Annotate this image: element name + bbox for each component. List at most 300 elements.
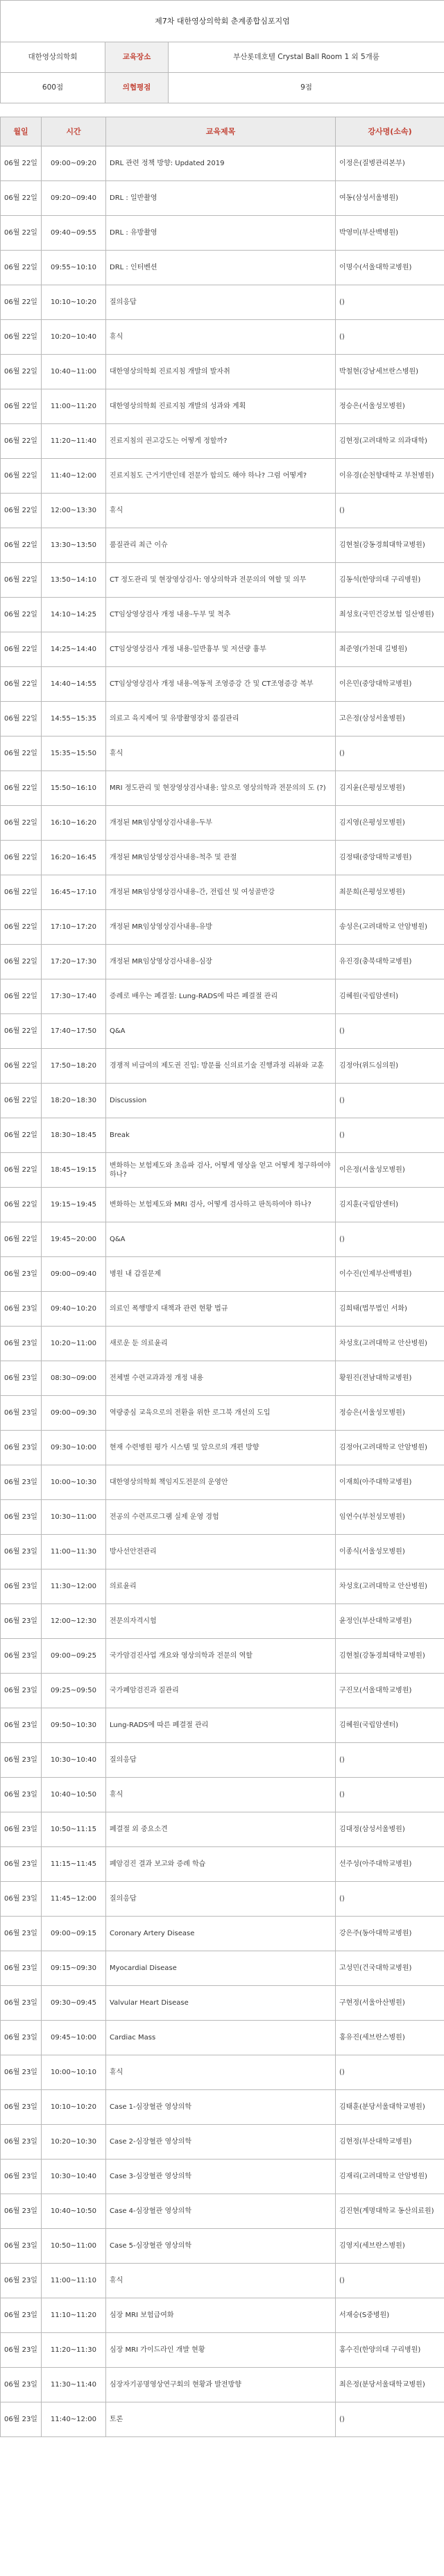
session-time: 09:30~10:00	[42, 1431, 106, 1465]
schedule-row	[1, 667, 444, 702]
session-date: 06월 22일	[1, 1153, 42, 1188]
session-time: 17:50~18:20	[42, 1049, 106, 1084]
session-date: 06월 22일	[1, 424, 42, 459]
session-time: 09:50~10:30	[42, 1708, 106, 1743]
session-time: 10:40~11:00	[42, 355, 106, 389]
session-speaker: ()	[336, 1743, 444, 1778]
session-date: 06월 22일	[1, 459, 42, 494]
session-date: 06월 23일	[1, 1951, 42, 1986]
session-time: 11:45~12:00	[42, 1882, 106, 1917]
session-date: 06월 22일	[1, 910, 42, 945]
session-title: 개정된 MR임상영상검사내용-심장	[106, 945, 336, 979]
session-title: DRL : 유방촬영	[106, 216, 336, 251]
session-speaker: 김대정(삼성서울병원)	[336, 1812, 444, 1847]
session-speaker: ()	[336, 285, 444, 320]
session-title: Q&A	[106, 1014, 336, 1049]
session-time: 14:40~14:55	[42, 667, 106, 702]
schedule-row	[1, 563, 444, 598]
session-title: CT 정도관리 및 현장영상검사: 영상의학과 전문의의 역할 및 의무	[106, 563, 336, 598]
schedule-row	[1, 2090, 444, 2125]
schedule-row	[1, 2264, 444, 2298]
session-title: 전체별 수련교과과정 개정 내용	[106, 1361, 336, 1396]
schedule-row	[1, 979, 444, 1014]
session-time: 10:20~10:30	[42, 2125, 106, 2160]
schedule-row	[1, 2229, 444, 2264]
session-date: 06월 23일	[1, 1396, 42, 1431]
session-date: 06월 22일	[1, 146, 42, 181]
session-time: 12:00~12:30	[42, 1604, 106, 1639]
session-time: 14:10~14:25	[42, 598, 106, 632]
schedule-row	[1, 1569, 444, 1604]
schedule-row	[1, 2160, 444, 2194]
schedule-row	[1, 1188, 444, 1222]
session-speaker: 이명수(서울대학교병원)	[336, 251, 444, 285]
session-time: 14:25~14:40	[42, 632, 106, 667]
schedule-row	[1, 841, 444, 875]
session-speaker: 서재승(S중병원)	[336, 2298, 444, 2333]
schedule-row	[1, 1153, 444, 1188]
session-time: 11:00~11:20	[42, 389, 106, 424]
session-date: 06월 22일	[1, 1014, 42, 1049]
session-date: 06월 22일	[1, 494, 42, 528]
session-title: 대한영상의학회 진료지침 개발의 발자취	[106, 355, 336, 389]
session-speaker: 김지윤(은평성모병원)	[336, 771, 444, 806]
session-title: CT임상영상검사 개정 내용-역동적 조영증강 간 및 CT조영증강 복부	[106, 667, 336, 702]
session-time: 10:00~10:30	[42, 1465, 106, 1500]
session-date: 06월 23일	[1, 1674, 42, 1708]
schedule-row	[1, 459, 444, 494]
session-date: 06월 23일	[1, 1847, 42, 1882]
session-speaker: 김동석(한양의대 구리병원)	[336, 563, 444, 598]
session-title: MRI 정도관리 및 현장영상검사내용: 앞으로 영상의학과 전문의의 도 (?)	[106, 771, 336, 806]
session-time: 09:40~10:20	[42, 1292, 106, 1327]
session-speaker: 최은정(분당서울대학교병원)	[336, 2368, 444, 2402]
session-speaker: 김영지(세브란스병원)	[336, 2229, 444, 2264]
session-title: 국가암검진사업 개요와 영상의학과 전문의 역할	[106, 1639, 336, 1674]
session-time: 17:40~17:50	[42, 1014, 106, 1049]
schedule-row	[1, 528, 444, 563]
session-speaker: 김희태(법무법인 서화)	[336, 1292, 444, 1327]
session-title: 의료윤리	[106, 1569, 336, 1604]
schedule-row	[1, 2368, 444, 2402]
session-title: Case 3-심장혈관 영상의학	[106, 2160, 336, 2194]
session-speaker: 여동(삼성서울병원)	[336, 181, 444, 216]
session-time: 10:50~11:15	[42, 1812, 106, 1847]
session-speaker: 이유경(순천향대학교 부천병원)	[336, 459, 444, 494]
session-date: 06월 23일	[1, 1708, 42, 1743]
session-time: 11:00~11:10	[42, 2264, 106, 2298]
session-date: 06월 22일	[1, 736, 42, 771]
schedule-row	[1, 1882, 444, 1917]
session-title: 개정된 MR임상영상검사내용-척추 및 관절	[106, 841, 336, 875]
session-time: 10:20~10:40	[42, 320, 106, 355]
session-date: 06월 23일	[1, 2333, 42, 2368]
schedule-row	[1, 632, 444, 667]
session-date: 06월 23일	[1, 2160, 42, 2194]
schedule-row	[1, 2298, 444, 2333]
session-title: Myocardial Disease	[106, 1951, 336, 1986]
session-time: 10:40~10:50	[42, 2194, 106, 2229]
session-time: 10:30~11:00	[42, 1500, 106, 1535]
column-header-date: 월일	[1, 117, 42, 146]
fee-value: 600점	[1, 73, 105, 103]
session-time: 10:50~11:00	[42, 2229, 106, 2264]
session-title: 질의응답	[106, 1882, 336, 1917]
session-title: 병원 내 갑질문제	[106, 1257, 336, 1292]
session-speaker: 홍유진(세브란스병원)	[336, 2021, 444, 2055]
session-time: 09:40~09:55	[42, 216, 106, 251]
session-date: 06월 22일	[1, 632, 42, 667]
session-speaker: 김정아(고려대학교 안암병원)	[336, 1431, 444, 1465]
session-date: 06월 22일	[1, 979, 42, 1014]
schedule-row	[1, 1396, 444, 1431]
session-date: 06월 22일	[1, 563, 42, 598]
session-speaker: 송성은(고려대학교 안암병원)	[336, 910, 444, 945]
session-time: 09:20~09:40	[42, 181, 106, 216]
session-title: 휴식	[106, 736, 336, 771]
session-speaker: ()	[336, 1882, 444, 1917]
organizer-name: 대한영상의학회	[1, 42, 105, 73]
session-time: 10:30~10:40	[42, 1743, 106, 1778]
session-title: 국가폐암검진과 질관리	[106, 1674, 336, 1708]
session-time: 09:00~09:25	[42, 1639, 106, 1674]
session-speaker: 홍수진(한양의대 구리병원)	[336, 2333, 444, 2368]
session-speaker: 김지영(은평성모병원)	[336, 806, 444, 841]
schedule-row	[1, 355, 444, 389]
session-time: 11:40~12:00	[42, 2402, 106, 2437]
schedule-row	[1, 1500, 444, 1535]
schedule-row	[1, 1431, 444, 1465]
session-speaker: 임연수(부천성모병원)	[336, 1500, 444, 1535]
schedule-row	[1, 2055, 444, 2090]
session-date: 06월 23일	[1, 2021, 42, 2055]
session-date: 06월 22일	[1, 771, 42, 806]
session-date: 06월 23일	[1, 2229, 42, 2264]
session-time: 10:00~10:10	[42, 2055, 106, 2090]
schedule-row	[1, 1917, 444, 1951]
schedule-row	[1, 1674, 444, 1708]
session-speaker: 고은정(삼성서울병원)	[336, 702, 444, 736]
session-speaker: 김태훈(분당서울대학교병원)	[336, 2090, 444, 2125]
schedule-row	[1, 2333, 444, 2368]
column-header-time: 시간	[42, 117, 106, 146]
session-title: 변화하는 보험제도와 초음파 검사, 어떻게 영상을 얻고 어떻게 청구하여야 하나?	[106, 1153, 336, 1188]
session-speaker: 김정태(중앙대학교병원)	[336, 841, 444, 875]
session-speaker: 김현정(부산대학교병원)	[336, 2125, 444, 2160]
session-date: 06월 22일	[1, 1188, 42, 1222]
session-title: Break	[106, 1118, 336, 1153]
schedule-row	[1, 1465, 444, 1500]
session-time: 11:10~11:20	[42, 2298, 106, 2333]
session-time: 13:50~14:10	[42, 563, 106, 598]
session-speaker: 김현정(고려대학교 의과대학)	[336, 424, 444, 459]
schedule-row	[1, 2125, 444, 2160]
session-speaker: 최성호(국민건강보험 일산병원)	[336, 598, 444, 632]
schedule-row	[1, 1743, 444, 1778]
session-date: 06월 23일	[1, 1465, 42, 1500]
session-date: 06월 23일	[1, 1257, 42, 1292]
session-speaker: 이은정(서울성모병원)	[336, 1153, 444, 1188]
session-time: 16:20~16:45	[42, 841, 106, 875]
session-speaker: 유진경(충북대학교병원)	[336, 945, 444, 979]
schedule-row	[1, 736, 444, 771]
session-title: 의료고 육지제어 및 유방촬영장치 품질관리	[106, 702, 336, 736]
session-title: 폐결절 외 중요소견	[106, 1812, 336, 1847]
session-time: 10:10~10:20	[42, 2090, 106, 2125]
schedule-row	[1, 216, 444, 251]
session-title: 현재 수련병원 평가 시스템 및 앞으로의 개편 방향	[106, 1431, 336, 1465]
credit-value: 9점	[169, 73, 444, 103]
session-time: 19:45~20:00	[42, 1222, 106, 1257]
session-date: 06월 22일	[1, 285, 42, 320]
session-date: 06월 23일	[1, 1986, 42, 2021]
session-speaker: 김지훈(국립암센터)	[336, 1188, 444, 1222]
session-date: 06월 23일	[1, 1327, 42, 1361]
column-header-speaker: 강사명(소속)	[336, 117, 444, 146]
session-speaker: ()	[336, 1084, 444, 1118]
schedule-row	[1, 1951, 444, 1986]
schedule-row	[1, 285, 444, 320]
session-speaker: 차성호(고려대학교 안산병원)	[336, 1327, 444, 1361]
schedule-row	[1, 1639, 444, 1674]
session-title: Q&A	[106, 1222, 336, 1257]
session-title: 휴식	[106, 320, 336, 355]
session-date: 06월 22일	[1, 945, 42, 979]
session-title: Lung-RADS에 따른 폐결절 관리	[106, 1708, 336, 1743]
session-date: 06월 23일	[1, 1292, 42, 1327]
session-title: 휴식	[106, 2264, 336, 2298]
session-title: 휴식	[106, 2055, 336, 2090]
schedule-row	[1, 389, 444, 424]
schedule-row	[1, 1535, 444, 1569]
schedule-row	[1, 1708, 444, 1743]
session-time: 09:00~09:40	[42, 1257, 106, 1292]
session-date: 06월 22일	[1, 875, 42, 910]
session-date: 06월 23일	[1, 2402, 42, 2437]
schedule-row	[1, 702, 444, 736]
session-date: 06월 23일	[1, 1535, 42, 1569]
session-speaker: ()	[336, 494, 444, 528]
session-time: 11:30~12:00	[42, 1569, 106, 1604]
session-title: 개정된 MR임상영상검사내용-두부	[106, 806, 336, 841]
schedule-row	[1, 2402, 444, 2437]
session-speaker: 고성민(건국대학교병원)	[336, 1951, 444, 1986]
schedule-row	[1, 1778, 444, 1812]
session-speaker: 최문희(은평성모병원)	[336, 875, 444, 910]
schedule-row	[1, 598, 444, 632]
schedule-row	[1, 910, 444, 945]
session-date: 06월 23일	[1, 1500, 42, 1535]
session-date: 06월 23일	[1, 1569, 42, 1604]
schedule-row	[1, 945, 444, 979]
session-time: 09:00~09:20	[42, 146, 106, 181]
session-time: 14:55~15:35	[42, 702, 106, 736]
schedule-row	[1, 2194, 444, 2229]
session-speaker: 김현철(강동경희대학교병원)	[336, 1639, 444, 1674]
schedule-row	[1, 181, 444, 216]
session-date: 06월 23일	[1, 1778, 42, 1812]
session-time: 09:25~09:50	[42, 1674, 106, 1708]
session-speaker: 김진현(계명대학교 동산의료원)	[336, 2194, 444, 2229]
schedule-row	[1, 251, 444, 285]
session-time: 13:30~13:50	[42, 528, 106, 563]
venue-value: 부산롯데호텔 Crystal Ball Room 1 외 5개룸	[169, 42, 444, 73]
session-time: 10:10~10:20	[42, 285, 106, 320]
session-title: DRL : 일반촬영	[106, 181, 336, 216]
schedule-row	[1, 1049, 444, 1084]
session-title: 새로운 둔 의료윤리	[106, 1327, 336, 1361]
schedule-row	[1, 1986, 444, 2021]
session-speaker: ()	[336, 320, 444, 355]
schedule-row	[1, 1084, 444, 1118]
session-speaker: 이재희(아주대학교병원)	[336, 1465, 444, 1500]
session-date: 06월 23일	[1, 1361, 42, 1396]
session-speaker: 김현철(강동경희대학교병원)	[336, 528, 444, 563]
session-date: 06월 23일	[1, 1812, 42, 1847]
session-time: 15:35~15:50	[42, 736, 106, 771]
session-date: 06월 23일	[1, 2055, 42, 2090]
session-speaker: 구현정(서울아산병원)	[336, 1986, 444, 2021]
schedule-row	[1, 424, 444, 459]
session-title: Cardiac Mass	[106, 2021, 336, 2055]
session-time: 19:15~19:45	[42, 1188, 106, 1222]
schedule-row	[1, 1257, 444, 1292]
session-date: 06월 23일	[1, 2090, 42, 2125]
session-speaker: 구진모(서울대학교병원)	[336, 1674, 444, 1708]
schedule-header-row	[1, 117, 444, 146]
session-title: CT임상영상검사 개정 내용-일반흉부 및 저선량 흉부	[106, 632, 336, 667]
session-date: 06월 23일	[1, 1743, 42, 1778]
schedule-row	[1, 494, 444, 528]
session-date: 06월 22일	[1, 1049, 42, 1084]
credit-label: 의협평점	[105, 73, 169, 103]
session-time: 12:00~13:30	[42, 494, 106, 528]
session-title: 품질관리 최근 이슈	[106, 528, 336, 563]
session-speaker: ()	[336, 1222, 444, 1257]
session-title: 경쟁적 비급여의 제도권 진입: 방문률 신의료기술 진행과정 리뷰와 교훈	[106, 1049, 336, 1084]
session-time: 17:20~17:30	[42, 945, 106, 979]
session-title: 방사선안전관리	[106, 1535, 336, 1569]
session-speaker: ()	[336, 1014, 444, 1049]
session-title: Case 4-심장혈관 영상의학	[106, 2194, 336, 2229]
session-speaker: 황원진(전남대학교병원)	[336, 1361, 444, 1396]
session-time: 18:20~18:30	[42, 1084, 106, 1118]
schedule-body	[1, 146, 444, 2437]
session-date: 06월 23일	[1, 2264, 42, 2298]
session-date: 06월 23일	[1, 2298, 42, 2333]
session-date: 06월 23일	[1, 1604, 42, 1639]
session-date: 06월 22일	[1, 355, 42, 389]
schedule-row	[1, 146, 444, 181]
session-title: 증례로 배우는 폐결절: Lung-RADS에 따른 폐결절 관리	[106, 979, 336, 1014]
session-date: 06월 23일	[1, 2368, 42, 2402]
session-date: 06월 22일	[1, 320, 42, 355]
session-title: 휴식	[106, 1778, 336, 1812]
session-title: 변화하는 보험제도와 MRI 검사, 어떻게 검사하고 판독하여야 하나?	[106, 1188, 336, 1222]
session-date: 06월 22일	[1, 528, 42, 563]
session-speaker: 윤정인(부산대학교병원)	[336, 1604, 444, 1639]
session-time: 09:45~10:00	[42, 2021, 106, 2055]
session-time: 10:20~11:00	[42, 1327, 106, 1361]
session-speaker: 김혜원(국립암센터)	[336, 979, 444, 1014]
session-time: 11:20~11:30	[42, 2333, 106, 2368]
session-title: 토론	[106, 2402, 336, 2437]
session-title: Discussion	[106, 1084, 336, 1118]
session-time: 10:30~10:40	[42, 2160, 106, 2194]
session-speaker: 김재리(고려대학교 안암병원)	[336, 2160, 444, 2194]
session-speaker: ()	[336, 1778, 444, 1812]
schedule-table	[0, 117, 444, 2437]
session-speaker: 최준영(가천대 길병원)	[336, 632, 444, 667]
session-title: CT임상영상검사 개정 내용-두부 및 척추	[106, 598, 336, 632]
session-title: Valvular Heart Disease	[106, 1986, 336, 2021]
session-speaker: 이정은(질병관리본부)	[336, 146, 444, 181]
session-date: 06월 23일	[1, 1882, 42, 1917]
schedule-row	[1, 806, 444, 841]
session-date: 06월 23일	[1, 2125, 42, 2160]
session-time: 16:10~16:20	[42, 806, 106, 841]
event-title: 제7차 대한영상의학회 춘계종합심포지엄	[1, 1, 444, 42]
session-title: 심장 MRI 보험급여화	[106, 2298, 336, 2333]
schedule-row	[1, 1361, 444, 1396]
session-time: 10:40~10:50	[42, 1778, 106, 1812]
session-time: 18:45~19:15	[42, 1153, 106, 1188]
session-speaker: 강은주(동아대학교병원)	[336, 1917, 444, 1951]
session-title: Case 2-심장혈관 영상의학	[106, 2125, 336, 2160]
session-speaker: 이종식(서울성모병원)	[336, 1535, 444, 1569]
session-speaker: 박철현(강남세브란스병원)	[336, 355, 444, 389]
session-title: 진료지침도 근거기반인데 전문가 합의도 해야 하나? 그럼 어떻게?	[106, 459, 336, 494]
schedule-row	[1, 1292, 444, 1327]
session-date: 06월 22일	[1, 389, 42, 424]
session-time: 18:30~18:45	[42, 1118, 106, 1153]
schedule-row	[1, 2021, 444, 2055]
schedule-row	[1, 771, 444, 806]
session-date: 06월 22일	[1, 702, 42, 736]
session-date: 06월 22일	[1, 1118, 42, 1153]
session-date: 06월 22일	[1, 216, 42, 251]
schedule-row	[1, 1014, 444, 1049]
session-time: 11:30~11:40	[42, 2368, 106, 2402]
session-speaker: 김정아(위드심의원)	[336, 1049, 444, 1084]
session-title: Coronary Artery Disease	[106, 1917, 336, 1951]
schedule-row	[1, 320, 444, 355]
session-speaker: 정승은(서울성모병원)	[336, 389, 444, 424]
session-date: 06월 22일	[1, 181, 42, 216]
session-title: 심장자기공명영상연구회의 현황과 발전방향	[106, 2368, 336, 2402]
session-date: 06월 23일	[1, 1431, 42, 1465]
session-title: 전문의자격시험	[106, 1604, 336, 1639]
session-time: 11:40~12:00	[42, 459, 106, 494]
session-speaker: 박영미(부산백병원)	[336, 216, 444, 251]
session-title: 진료지침의 권고강도는 어떻게 정할까?	[106, 424, 336, 459]
session-date: 06월 22일	[1, 598, 42, 632]
event-info-table	[0, 0, 444, 103]
session-date: 06월 22일	[1, 841, 42, 875]
session-time: 16:45~17:10	[42, 875, 106, 910]
schedule-row	[1, 1604, 444, 1639]
session-title: Case 5-심장혈관 영상의학	[106, 2229, 336, 2264]
schedule-row	[1, 1812, 444, 1847]
session-time: 09:30~09:45	[42, 1986, 106, 2021]
session-speaker: 이수진(인제부산백병원)	[336, 1257, 444, 1292]
session-title: 휴식	[106, 494, 336, 528]
session-title: 폐암검진 결과 보고와 증례 학습	[106, 1847, 336, 1882]
session-speaker: ()	[336, 736, 444, 771]
session-speaker: 정승은(서울성모병원)	[336, 1396, 444, 1431]
session-speaker: ()	[336, 2055, 444, 2090]
schedule-row	[1, 1118, 444, 1153]
